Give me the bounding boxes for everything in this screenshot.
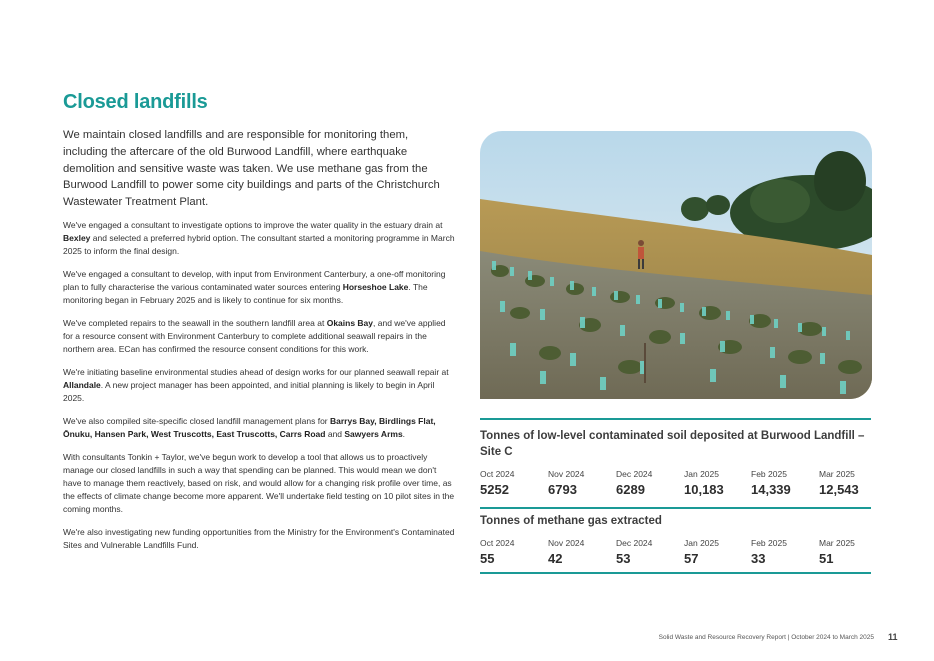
divider — [480, 572, 871, 574]
stat-month: Dec 2024 — [616, 538, 653, 548]
footer-text: Solid Waste and Resource Recovery Report | October 2024 to March 2025 — [658, 634, 874, 641]
paragraph-funding: We're also investigating new funding opportunities from the Ministry for the Environment's Contaminated Sites and Vulnerable Landfills Fund. — [63, 527, 455, 550]
stat-month: Mar 2025 — [819, 538, 855, 548]
soil-stat-feb — [751, 469, 819, 497]
stat-value: 57 — [684, 551, 699, 566]
stat-month: Jan 2025 — [684, 469, 719, 479]
paragraph-horseshoe-lake: We've engaged a consultant to develop, with input from Environment Canterbury, a one-off monitoring plan to fully characterise the various contaminated water sources entering Horseshoe Lake. The monitoring began in February 2025 and is likely to continue for six months. — [63, 269, 446, 305]
methane-stats-title: Tonnes of methane gas extracted — [480, 515, 662, 527]
paragraph-management-plans: We've also compiled site-specific closed landfill management plans for Barrys Bay, Birdlings Flat, Ōnuku, Hansen Park, West Truscotts, East Truscotts, Carrs Road and Sawyers Arms. — [63, 416, 436, 439]
stat-month: Jan 2025 — [684, 538, 719, 548]
stat-month: Mar 2025 — [819, 469, 855, 479]
stat-value: 14,339 — [751, 482, 791, 497]
stat-month: Dec 2024 — [616, 469, 653, 479]
methane-stat-feb — [751, 538, 819, 566]
stat-value: 53 — [616, 551, 631, 566]
methane-stat-mar — [819, 538, 871, 566]
stat-month: Feb 2025 — [751, 469, 787, 479]
stat-value: 55 — [480, 551, 495, 566]
soil-stat-oct — [480, 469, 548, 497]
paragraph-bexley: We've engaged a consultant to investigate options to improve the water quality in the estuary drain at Bexley and selected a preferred hybrid option. The consultant started a monitoring programme in March 2025 to inform the final design. — [63, 220, 455, 256]
landfill-photo — [480, 131, 872, 399]
stat-month: Nov 2024 — [548, 469, 585, 479]
methane-stats-row — [480, 538, 871, 566]
soil-stat-mar — [819, 469, 871, 497]
paragraph-tonkin-taylor: With consultants Tonkin + Taylor, we've begun work to develop a tool that allows us to proactively manage our closed landfills in such a way that spending can be planned. This would mean we don't have to manage them reactively, based on risk, and would allow for a changing risk profile over time, as the effects of climate change become more apparent. We'll undertake field testing on 10 pilot sites in the coming months. — [63, 452, 455, 514]
methane-stat-dec — [616, 538, 684, 566]
stat-value: 6289 — [616, 482, 645, 497]
stat-value: 51 — [819, 551, 834, 566]
divider — [480, 507, 871, 509]
soil-stats-row — [480, 469, 871, 497]
soil-stats-title: Tonnes of low-level contaminated soil deposited at Burwood Landfill – Site C — [480, 430, 865, 458]
stat-month: Oct 2024 — [480, 538, 515, 548]
stat-month: Oct 2024 — [480, 469, 515, 479]
methane-stat-jan — [684, 538, 751, 566]
page-title: Closed landfills — [63, 91, 208, 113]
methane-stat-nov — [548, 538, 616, 566]
lead-paragraph: We maintain closed landfills and are responsible for monitoring them, including the aftercare of the old Burwood Landfill, where earthquake demolition and sensitive waste was taken. We use methane gas from the Burwood Landfill to power some city buildings and parts of the Christchurch Wastewater Treatment Plant. — [63, 129, 440, 209]
stats-panel — [480, 418, 871, 574]
stat-month: Feb 2025 — [751, 538, 787, 548]
stat-month: Nov 2024 — [548, 538, 585, 548]
stat-value: 33 — [751, 551, 766, 566]
soil-stat-jan — [684, 469, 751, 497]
stat-value: 6793 — [548, 482, 577, 497]
body-text — [63, 219, 455, 562]
soil-stat-nov — [548, 469, 616, 497]
stat-value: 42 — [548, 551, 563, 566]
paragraph-okains-bay: We've completed repairs to the seawall in the southern landfill area at Okains Bay, and we've applied for a resource consent with Environment Canterbury to complete additional seawall repairs in the northern area. ECan has confirmed the resource consent conditions for this work. — [63, 318, 446, 354]
stat-value: 10,183 — [684, 482, 724, 497]
stat-value: 12,543 — [819, 482, 859, 497]
methane-stat-oct — [480, 538, 548, 566]
soil-stat-dec — [616, 469, 684, 497]
page-number: 11 — [888, 632, 898, 642]
stat-value: 5252 — [480, 482, 509, 497]
paragraph-allandale: We're initiating baseline environmental studies ahead of design works for our planned seawall repair at Allandale. A new project manager has been appointed, and initial planning is likely to begin in April 2025. — [63, 367, 449, 403]
